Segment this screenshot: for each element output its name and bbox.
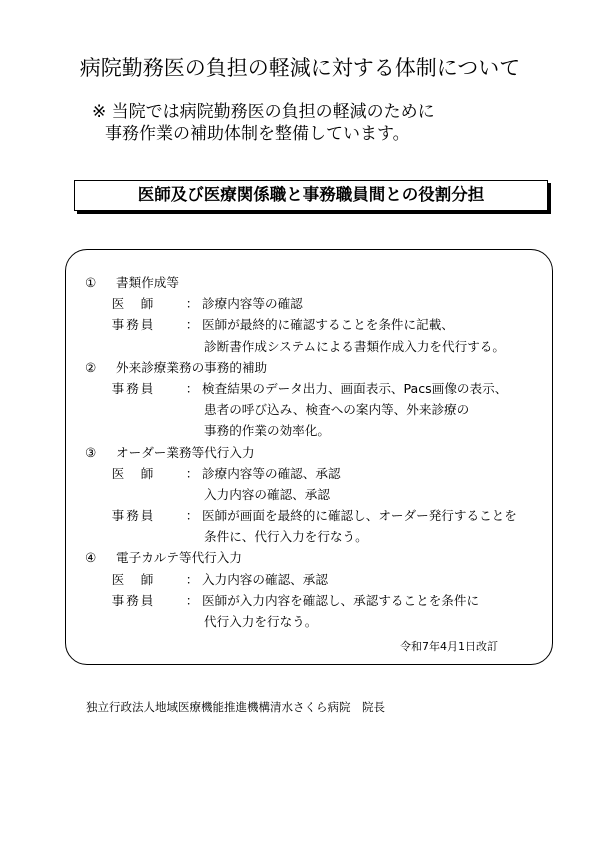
revision-date: 令和7年4月1日改訂 xyxy=(400,640,498,653)
section-4 xyxy=(85,547,545,632)
role-row-line xyxy=(85,378,545,399)
section-1 xyxy=(85,272,545,357)
section-number: ② xyxy=(85,359,97,375)
role-colon: ： xyxy=(185,317,199,333)
role-description: 入力内容の確認、承認 xyxy=(204,486,330,502)
role-row-line xyxy=(85,420,545,441)
role-description: 条件に、代行入力を行なう。 xyxy=(204,529,368,545)
section-number: ③ xyxy=(85,444,97,460)
role-description: 医師が画面を最終的に確認し、オーダー発行することを xyxy=(202,508,517,524)
role-row-line xyxy=(85,314,545,335)
section-heading xyxy=(85,272,545,293)
role-colon: ： xyxy=(185,380,199,396)
role-label: 医 師 xyxy=(111,465,156,481)
section-heading xyxy=(85,442,545,463)
role-description: 患者の呼び込み、検査への案内等、外来診療の xyxy=(204,402,470,418)
section-banner: 医師及び医療関係職と事務職員間との役割分担 xyxy=(74,180,548,211)
notice-text xyxy=(92,101,435,145)
role-description: 事務的作業の効率化。 xyxy=(204,423,330,439)
role-row-line xyxy=(85,611,545,632)
section-heading-text: 外来診療業務の事務的補助 xyxy=(116,359,268,375)
section-heading xyxy=(85,357,545,378)
section-2 xyxy=(85,357,545,442)
role-description: 代行入力を行なう。 xyxy=(204,614,318,629)
role-label: 事務員 xyxy=(111,317,156,333)
role-colon: ： xyxy=(185,465,199,481)
role-colon: ： xyxy=(185,508,199,524)
issuer-footer: 独立行政法人地域医療機能推進機構清水さくら病院 院長 xyxy=(86,700,385,714)
section-number: ④ xyxy=(85,550,97,566)
section-heading-text: 書類作成等 xyxy=(116,275,179,290)
role-label: 事務員 xyxy=(111,592,156,608)
role-label: 医 師 xyxy=(111,571,156,587)
section-heading xyxy=(85,547,545,568)
notice-line-2: 事務作業の補助体制を整備しています。 xyxy=(105,124,410,144)
role-label: 事務員 xyxy=(111,380,156,396)
role-colon: ： xyxy=(185,592,199,608)
role-description: 診断書作成システムによる書類作成入力を代行する。 xyxy=(204,338,505,354)
role-sections xyxy=(85,272,545,632)
role-description: 診療内容等の確認 xyxy=(202,296,303,312)
role-row-line xyxy=(85,505,545,526)
role-row-line xyxy=(85,590,545,611)
role-row-line xyxy=(85,526,545,547)
role-colon: ： xyxy=(185,296,199,312)
section-heading-text: オーダー業務等代行入力 xyxy=(116,444,255,460)
role-description: 診療内容等の確認、承認 xyxy=(202,465,341,481)
section-heading-text: 電子カルテ等代行入力 xyxy=(116,550,242,566)
role-row-line xyxy=(85,463,545,484)
notice-line-1: ※ 当院では病院勤務医の負担の軽減のために xyxy=(92,102,435,122)
role-label: 事務員 xyxy=(111,508,156,524)
role-label: 医 師 xyxy=(111,296,156,312)
section-3 xyxy=(85,442,545,548)
role-row-line xyxy=(85,399,545,420)
section-number: ① xyxy=(85,275,97,290)
role-colon: ： xyxy=(185,571,199,587)
role-row-line xyxy=(85,484,545,505)
role-description: 検査結果のデータ出力、画面表示、Pacs画像の表示、 xyxy=(202,380,508,396)
role-description: 医師が入力内容を確認し、承認することを条件に xyxy=(202,592,480,608)
role-row-line xyxy=(85,336,545,357)
page-title: 病院勤務医の負担の軽減に対する体制について xyxy=(79,56,521,80)
role-row-line xyxy=(85,293,545,314)
role-row-line xyxy=(85,569,545,590)
role-description: 医師が最終的に確認することを条件に記載、 xyxy=(202,317,454,333)
role-description: 入力内容の確認、承認 xyxy=(202,571,328,587)
